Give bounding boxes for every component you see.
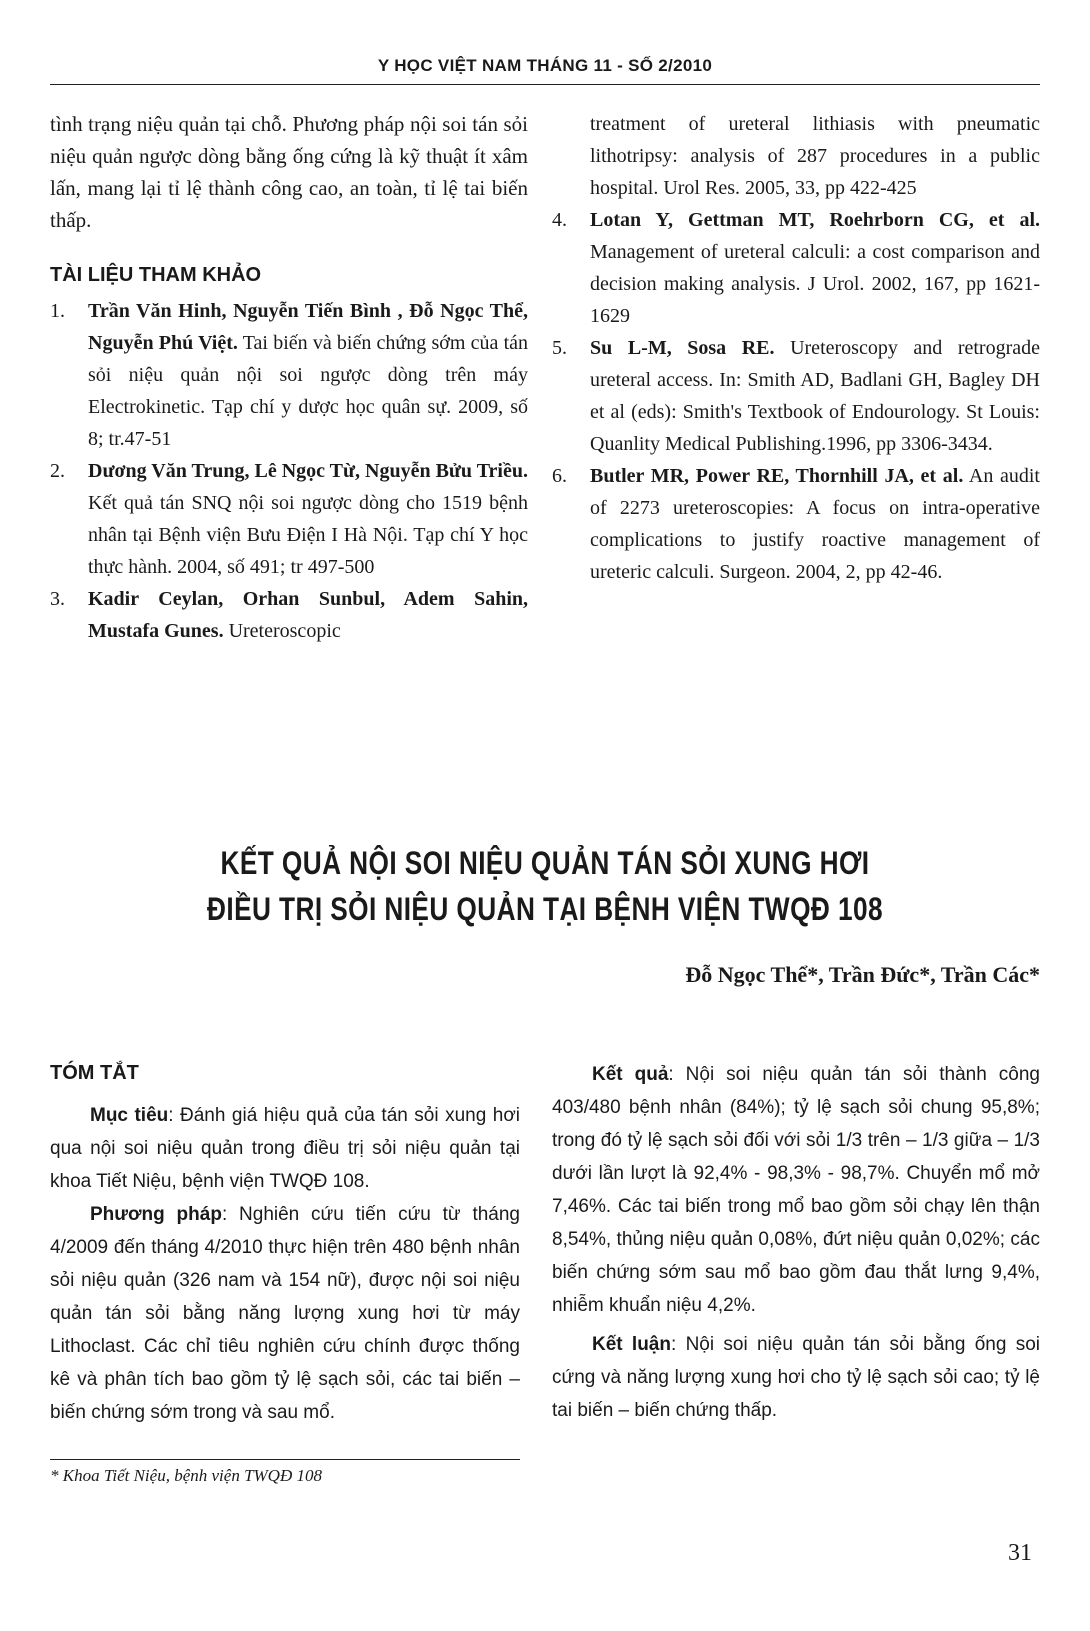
reference-number: 6.	[552, 465, 567, 487]
objective-text: : Đánh giá hiệu quả của tán sỏi xung hơi qua nội soi niệu quản trong điều trị sỏi niệu quản tại khoa Tiết Niệu, bệnh viện TWQĐ 108.	[50, 1105, 520, 1192]
intro-paragraph: tình trạng niệu quản tại chỗ. Phương pháp nội soi tán sỏi niệu quản ngược dòng bằng ống cứng là kỹ thuật ít xâm lấn, mang lại tỉ lệ thành công cao, an toàn, tỉ lệ tai biến thấp.	[50, 112, 528, 232]
result-text: : Nội soi niệu quản tán sỏi thành công 403/480 bệnh nhân (84%); tỷ lệ sạch sỏi chung 95,8%; trong đó tỷ lệ sạch sỏi đối với sỏi 1/3 trên – 1/3 giữa – 1/3 dưới lần lượt là 92,4% - 98,3% - 98,7%. Chuyển mổ mở 7,46%. Các tai biến trong mổ bao gồm sỏi chạy lên thận 8,54%, thủng niệu quản 0,08%, đứt niệu quản 0,02%; các biến chứng sớm sau mổ bao gồm đau thắt lưng 9,4%, nhiễm khuẩn niệu 4,2%.	[552, 1064, 1040, 1316]
reference-body	[590, 460, 1040, 588]
abstract-left-column	[50, 1058, 520, 1429]
article-title-line-2: ĐIỀU TRỊ SỎI NIỆU QUẢN TẠI BỆNH VIỆN TWQĐ 108	[207, 891, 883, 927]
conclusion-text: : Nội soi niệu quản tán sỏi bằng ống soi cứng và năng lượng xung hơi cho tỷ lệ sạch sỏi cao; tỷ lệ tai biến – biến chứng thấp.	[552, 1334, 1040, 1421]
reference-authors: Trần Văn Hinh, Nguyễn Tiến Bình , Đỗ Ngọc Thể, Nguyễn Phú Việt.	[88, 300, 528, 354]
footnote-rule	[50, 1459, 520, 1460]
right-column-top	[552, 108, 1040, 588]
objective-label: Mục tiêu	[90, 1105, 169, 1126]
reference-body	[88, 295, 528, 455]
reference-number: 1.	[50, 300, 65, 322]
reference-authors: Lotan Y, Gettman MT, Roehrborn CG, et al.	[590, 209, 1040, 231]
reference-text: Ureteroscopy and retrograde ureteral access. In: Smith AD, Badlani GH, Bagley DH et al (eds): Smith's Textbook of Endourology. St Louis: Quanlity Medical Publishing.1996, pp 3306-3434.	[590, 337, 1040, 455]
result-label: Kết quả	[592, 1064, 669, 1085]
reference-number	[552, 108, 590, 204]
abstract-heading: TÓM TẮT	[50, 1062, 139, 1084]
article-title	[50, 840, 1040, 932]
reference-authors: Butler MR, Power RE, Thornhill JA, et al.	[590, 465, 964, 487]
reference-body	[88, 583, 528, 647]
reference-item	[552, 460, 1040, 588]
reference-body	[590, 332, 1040, 460]
reference-text: Kết quả tán SNQ nội soi ngược dòng cho 1519 bệnh nhân tại Bệnh viện Bưu Điện I Hà Nội. Tạp chí Y học thực hành. 2004, số 491; tr 497-500	[88, 492, 528, 578]
reference-text: Tai biến và biến chứng sớm của tán sỏi niệu quản nội soi ngược dòng trên máy Electrokinetic. Tạp chí y dược học quân sự. 2009, số 8; tr.47-51	[88, 332, 528, 450]
header-rule	[50, 84, 1040, 85]
reference-authors: Dương Văn Trung, Lê Ngọc Từ, Nguyễn Bửu Triều.	[88, 460, 528, 482]
conclusion-label: Kết luận	[592, 1334, 671, 1355]
reference-text: treatment of ureteral lithiasis with pneumatic lithotripsy: analysis of 287 procedures in a public hospital. Urol Res. 2005, 33, pp 422-425	[590, 113, 1040, 199]
reference-item	[50, 295, 528, 455]
reference-number: 2.	[50, 460, 65, 482]
page-number: 31	[1008, 1540, 1032, 1566]
method-text: : Nghiên cứu tiến cứu từ tháng 4/2009 đến tháng 4/2010 thực hiện trên 480 bệnh nhân sỏi niệu quản (326 nam và 154 nữ), được nội soi niệu quản tán sỏi bằng năng lượng xung hơi từ máy Lithoclast. Các chỉ tiêu nghiên cứu chính được thống kê và phân tích bao gồm tỷ lệ sạch sỏi, các tai biến – biến chứng sớm trong và sau mổ.	[50, 1204, 520, 1423]
reference-body	[590, 204, 1040, 332]
reference-number: 3.	[50, 588, 65, 610]
article-authors: Đỗ Ngọc Thể*, Trần Đức*, Trần Các*	[685, 962, 1040, 987]
reference-text: Ureteroscopic	[223, 620, 341, 642]
reference-item	[552, 332, 1040, 460]
reference-number: 4.	[552, 209, 567, 231]
abstract-objective	[50, 1099, 520, 1198]
article-title-line-1: KẾT QUẢ NỘI SOI NIỆU QUẢN TÁN SỎI XUNG HƠI	[220, 845, 870, 881]
reference-item	[50, 583, 528, 647]
reference-text: Management of ureteral calculi: a cost comparison and decision making analysis. J Urol. 2002, 167, pp 1621-1629	[590, 241, 1040, 327]
reference-continuation	[552, 108, 1040, 204]
abstract-conclusion	[552, 1328, 1040, 1427]
references-heading: TÀI LIỆU THAM KHẢO	[50, 264, 262, 286]
abstract-right-column	[552, 1058, 1040, 1427]
abstract-method	[50, 1198, 520, 1429]
reference-item	[50, 455, 528, 583]
reference-authors: Su L-M, Sosa RE.	[590, 337, 775, 359]
method-label: Phương pháp	[90, 1204, 222, 1225]
reference-text: An audit of 2273 ureteroscopies: A focus on intra-operative complications to justify roactive management of ureteric calculi. Surgeon. 2004, 2, pp 42-46.	[590, 465, 1040, 583]
reference-item	[552, 204, 1040, 332]
abstract-result	[552, 1058, 1040, 1322]
footnote: * Khoa Tiết Niệu, bệnh viện TWQĐ 108	[50, 1466, 322, 1485]
journal-header: Y HỌC VIỆT NAM THÁNG 11 - SỐ 2/2010	[377, 56, 713, 75]
reference-body	[88, 455, 528, 583]
reference-number: 5.	[552, 337, 567, 359]
left-column-top	[50, 108, 528, 647]
reference-authors: Kadir Ceylan, Orhan Sunbul, Adem Sahin, Mustafa Gunes.	[88, 588, 528, 642]
